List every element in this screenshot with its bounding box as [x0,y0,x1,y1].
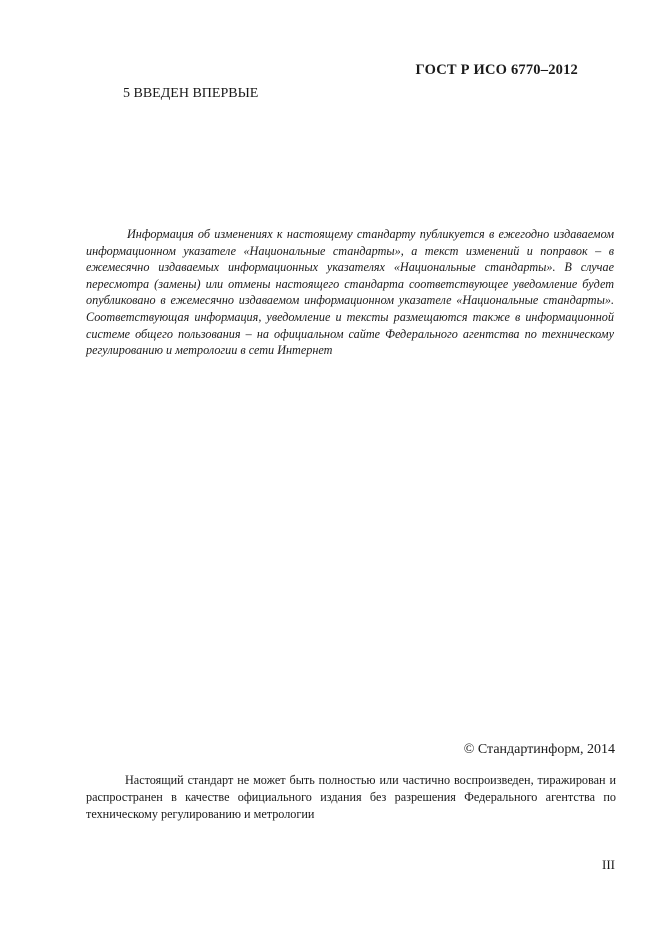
document-code: ГОСТ Р ИСО 6770–2012 [415,62,578,78]
copyright-line: © Стандартинформ, 2014 [463,742,615,757]
section-intro-line: 5 ВВЕДЕН ВПЕРВЫЕ [123,86,259,101]
page-number: III [602,857,615,872]
info-notice-paragraph: Информация об изменениях к настоящему стандарту публикуется в ежегодно издаваемом информационном указателе «Национальные стандарты», а текст изменений и поправок – в ежемесячно издаваемых информационных указателях «Национальные стандарты». В случае пересмотра (замены) или отмены настоящего стандарта соответствующее уведомление будет опубликовано в ежемесячно издаваемом информационном указателе «Национальные стандарты». Соответствующая информация, уведомление и тексты размещаются также в информационной системе общего пользования – на официальном сайте Федерального агентства по техническому регулированию и метрологии в сети Интернет [86,227,614,358]
legal-notice-paragraph: Настоящий стандарт не может быть полностью или частично воспроизведен, тиражирован и распространен в качестве официального издания без разрешения Федерального агентства по техническому регулированию и метрологии [86,773,616,821]
